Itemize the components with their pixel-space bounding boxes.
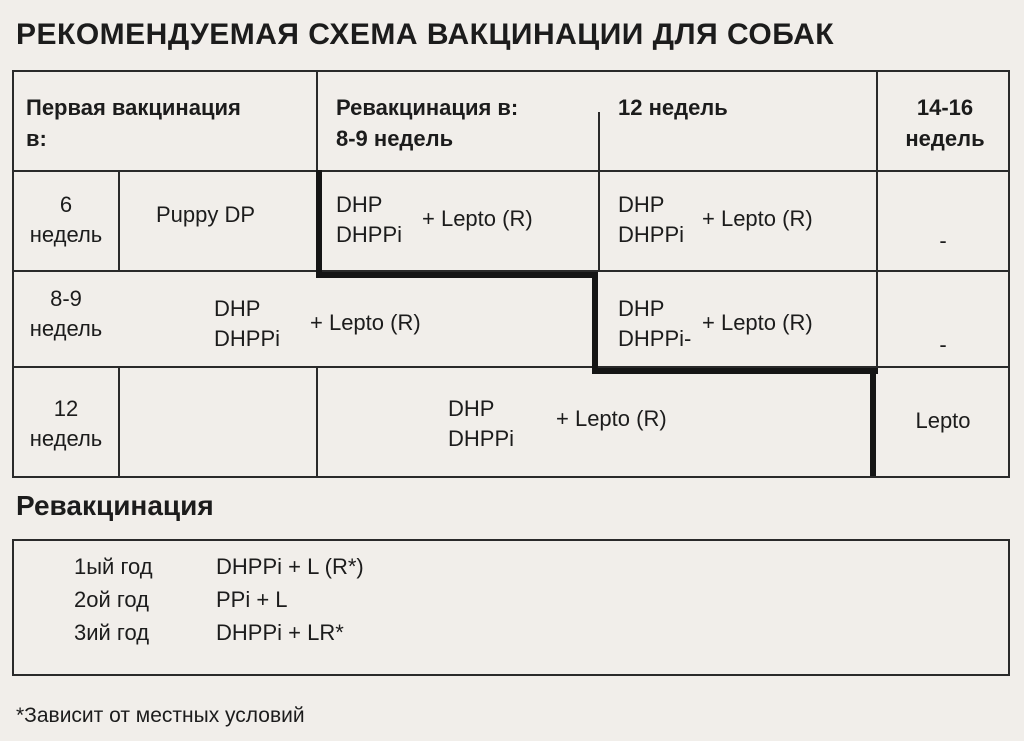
staircase-boundary (316, 170, 322, 278)
col-divider (316, 72, 318, 170)
revaccination-scheme: PPi + L (216, 587, 288, 612)
row2-first-addon: + Lepto (R) (310, 310, 421, 335)
row1-rev-14-16: - (939, 228, 947, 253)
row1-rev-8-9-vaccines: DHP DHPPi (336, 192, 403, 247)
revaccination-heading: Ревакцинация (16, 490, 214, 521)
col-divider (598, 112, 600, 270)
row3-first-vaccines: DHP DHPPi (448, 396, 515, 451)
header-revaccination: Ревакцинация в: 8-9 недель (336, 95, 519, 151)
header-14-16-weeks: 14-16 недель (905, 95, 985, 151)
row1-rev-8-9-addon: + Lepto (R) (422, 206, 533, 231)
col-divider (118, 366, 120, 476)
row2-rev-14-16: - (939, 332, 947, 357)
row3-first-addon: + Lepto (R) (556, 406, 667, 431)
col-divider (876, 72, 878, 366)
row-divider (14, 170, 1008, 172)
row1-first: Puppy DP (156, 202, 256, 227)
page-title: РЕКОМЕНДУЕМАЯ СХЕМА ВАКЦИНАЦИИ ДЛЯ СОБАК (16, 18, 835, 51)
staircase-boundary (592, 368, 878, 374)
header-12-weeks: 12 недель (618, 95, 728, 120)
row1-age: 6 недель (29, 192, 103, 247)
revaccination-row (74, 551, 364, 583)
row3-rev-14-16: Lepto (915, 408, 971, 433)
header-first-vaccination: Первая вакцинация в: (26, 95, 241, 151)
row2-rev-12-addon: + Lepto (R) (702, 310, 813, 335)
revaccination-row (74, 617, 344, 649)
revaccination-scheme: DHPPi + LR* (216, 620, 344, 645)
revaccination-year: 1ый год (74, 554, 153, 579)
col-divider (118, 170, 120, 270)
row1-rev-12-addon: + Lepto (R) (702, 206, 813, 231)
row2-rev-12-vaccines: DHP DHPPi- (618, 296, 692, 351)
row2-age: 8-9 недель (29, 286, 103, 341)
revaccination-scheme: DHPPi + L (R*) (216, 554, 364, 579)
staircase-boundary (592, 272, 598, 374)
footnote: *Зависит от местных условий (16, 704, 305, 727)
vaccination-schedule-table (12, 70, 1010, 478)
row1-rev-12-vaccines: DHP DHPPi (618, 192, 685, 247)
revaccination-row (74, 584, 288, 616)
revaccination-year: 3ий год (74, 620, 150, 645)
row2-first-vaccines: DHP DHPPi (214, 296, 281, 351)
revaccination-box (12, 539, 1010, 676)
staircase-boundary (316, 272, 598, 278)
row3-age: 12 недель (29, 396, 103, 451)
col-divider (316, 366, 318, 476)
staircase-boundary (870, 368, 876, 476)
revaccination-year: 2ой год (74, 587, 150, 612)
